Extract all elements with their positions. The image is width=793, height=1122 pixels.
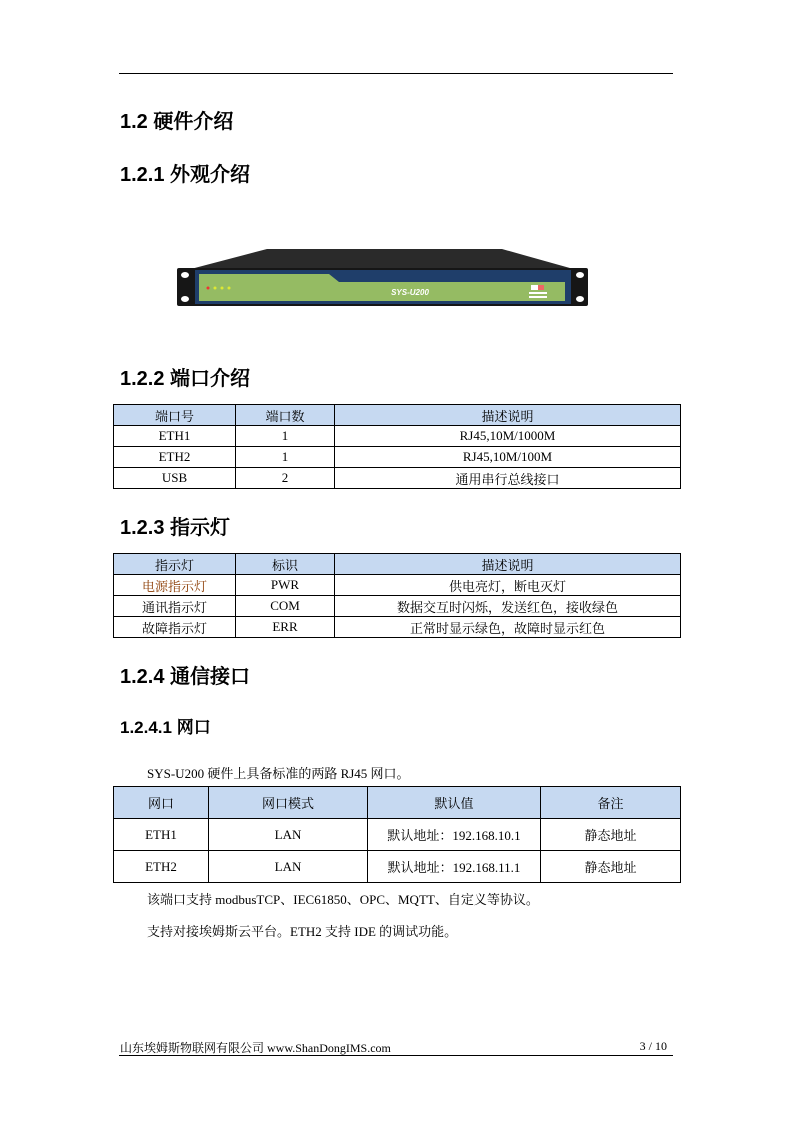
cell: 数据交互时闪烁，发送红色，接收绿色 bbox=[335, 596, 681, 617]
header-cell: 标识 bbox=[236, 554, 335, 575]
cell: ERR bbox=[236, 617, 335, 638]
header-cell: 描述说明 bbox=[335, 405, 681, 426]
cell: 默认地址：192.168.11.1 bbox=[368, 851, 541, 883]
table-row bbox=[114, 617, 681, 638]
page-number: 3 / 10 bbox=[639, 1039, 667, 1053]
table-row bbox=[114, 426, 681, 447]
cell: 1 bbox=[236, 447, 335, 468]
heading-network-port: 1.2.4.1 网口 bbox=[120, 718, 211, 737]
heading-comm-interface: 1.2.4 通信接口 bbox=[120, 666, 251, 688]
cell: RJ45,10M/1000M bbox=[335, 426, 681, 447]
header-cell: 默认值 bbox=[368, 787, 541, 819]
header-cell: 端口数 bbox=[236, 405, 335, 426]
table-row bbox=[114, 819, 681, 851]
table-header-row bbox=[114, 554, 681, 575]
header-cell: 描述说明 bbox=[335, 554, 681, 575]
header-rule bbox=[119, 73, 673, 74]
heading-ports: 1.2.2 端口介绍 bbox=[120, 368, 251, 390]
cell: 正常时显示绿色，故障时显示红色 bbox=[335, 617, 681, 638]
network-table bbox=[113, 786, 681, 883]
cell: 2 bbox=[236, 468, 335, 489]
device-model-label: SYS-U200 bbox=[391, 288, 429, 297]
heading-appearance: 1.2.1 外观介绍 bbox=[120, 164, 251, 186]
table-row bbox=[114, 596, 681, 617]
cell: PWR bbox=[236, 575, 335, 596]
cell: 电源指示灯 bbox=[114, 575, 236, 596]
cell: 静态地址 bbox=[541, 851, 681, 883]
cell: 通讯指示灯 bbox=[114, 596, 236, 617]
cell: USB bbox=[114, 468, 236, 489]
cell: COM bbox=[236, 596, 335, 617]
table-row bbox=[114, 575, 681, 596]
footer-company: 山东埃姆斯物联网有限公司 www.ShanDongIMS.com bbox=[120, 1041, 391, 1055]
pwr-led-icon bbox=[207, 287, 210, 290]
cell: RJ45,10M/100M bbox=[335, 447, 681, 468]
cell: 默认地址：192.168.10.1 bbox=[368, 819, 541, 851]
cell: LAN bbox=[209, 851, 368, 883]
cell: 供电亮灯，断电灭灯 bbox=[335, 575, 681, 596]
cell: 故障指示灯 bbox=[114, 617, 236, 638]
cell: ETH1 bbox=[114, 819, 209, 851]
net-intro-text: SYS-U200 硬件上具备标准的两路 RJ45 网口。 bbox=[147, 766, 410, 781]
header-cell: 备注 bbox=[541, 787, 681, 819]
table-row bbox=[114, 447, 681, 468]
led-table bbox=[113, 553, 681, 638]
table-header-row bbox=[114, 787, 681, 819]
table-row bbox=[114, 468, 681, 489]
header-cell: 网口 bbox=[114, 787, 209, 819]
table-header-row bbox=[114, 405, 681, 426]
ports-table bbox=[113, 404, 681, 489]
protocol-text: 该端口支持 modbusTCP、IEC61850、OPC、MQTT、自定义等协议。 bbox=[147, 892, 539, 907]
cell: 静态地址 bbox=[541, 819, 681, 851]
header-cell: 端口号 bbox=[114, 405, 236, 426]
header-cell: 网口模式 bbox=[209, 787, 368, 819]
cell: 1 bbox=[236, 426, 335, 447]
cell: 通用串行总线接口 bbox=[335, 468, 681, 489]
cell: ETH1 bbox=[114, 426, 236, 447]
cell: ETH2 bbox=[114, 851, 209, 883]
cell: ETH2 bbox=[114, 447, 236, 468]
table-row bbox=[114, 851, 681, 883]
heading-leds: 1.2.3 指示灯 bbox=[120, 517, 231, 539]
header-cell: 指示灯 bbox=[114, 554, 236, 575]
footer-rule bbox=[119, 1055, 673, 1056]
cloud-text: 支持对接埃姆斯云平台。ETH2 支持 IDE 的调试功能。 bbox=[147, 924, 458, 939]
cell: LAN bbox=[209, 819, 368, 851]
device-image bbox=[177, 248, 588, 308]
heading-hardware-intro: 1.2 硬件介绍 bbox=[120, 111, 234, 133]
